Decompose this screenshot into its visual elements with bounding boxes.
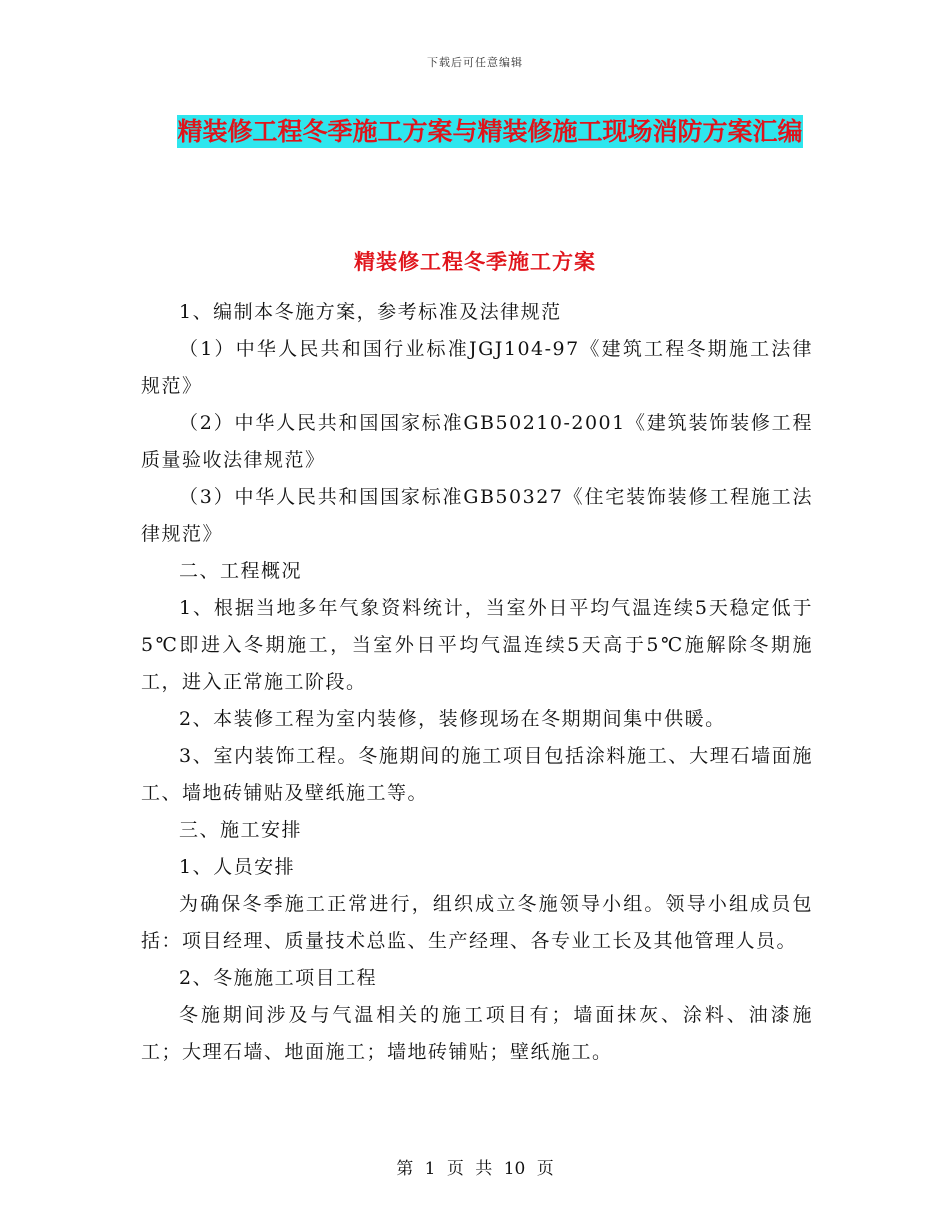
paragraph: 为确保冬季施工正常进行，组织成立冬施领导小组。领导小组成员包括：项目经理、质量技术总监、生产经理、各专业工长及其他管理人员。 <box>141 893 813 952</box>
page-footer-indicator: 第 1 页 共 10 页 <box>396 1159 554 1179</box>
document-title <box>150 108 830 156</box>
paragraph: 1、根据当地多年气象资料统计，当室外日平均气温连续5天稳定低于5℃即进入冬期施工，当室外日平均气温连续5天高于5℃施解除冬期施工，进入正常施工阶段。 <box>141 597 813 693</box>
paragraph: （2）中华人民共和国国家标准GB50210-2001《建筑装饰装修工程质量验收法律规范》 <box>141 412 813 471</box>
paragraph: 1、人员安排 <box>179 856 296 878</box>
paragraph: 2、冬施施工项目工程 <box>179 967 378 989</box>
paragraph: （3）中华人民共和国国家标准GB50327《住宅装饰装修工程施工法律规范》 <box>141 486 813 545</box>
paragraph: 二、工程概况 <box>179 560 303 582</box>
paragraph: 3、室内装饰工程。冬施期间的施工项目包括涂料施工、大理石墙面施工、墙地砖铺贴及壁纸施工等。 <box>141 745 813 804</box>
document-body <box>141 294 813 1071</box>
paragraph: 冬施期间涉及与气温相关的施工项目有；墙面抹灰、涂料、油漆施工；大理石墙、地面施工；墙地砖铺贴；壁纸施工。 <box>141 1004 813 1063</box>
document-title-text: 精装修工程冬季施工方案与精装修施工现场消防方案汇编 <box>177 117 803 146</box>
paragraph: 1、编制本冬施方案，参考标准及法律规范 <box>179 301 562 323</box>
section-title: 精装修工程冬季施工方案 <box>354 250 596 274</box>
page-header-note: 下载后可任意编辑 <box>427 56 523 69</box>
paragraph: 三、施工安排 <box>179 819 303 841</box>
paragraph: 2、本装修工程为室内装修，装修现场在冬期期间集中供暖。 <box>179 708 726 730</box>
paragraph: （1）中华人民共和国行业标准JGJ104-97《建筑工程冬期施工法律规范》 <box>141 338 813 397</box>
